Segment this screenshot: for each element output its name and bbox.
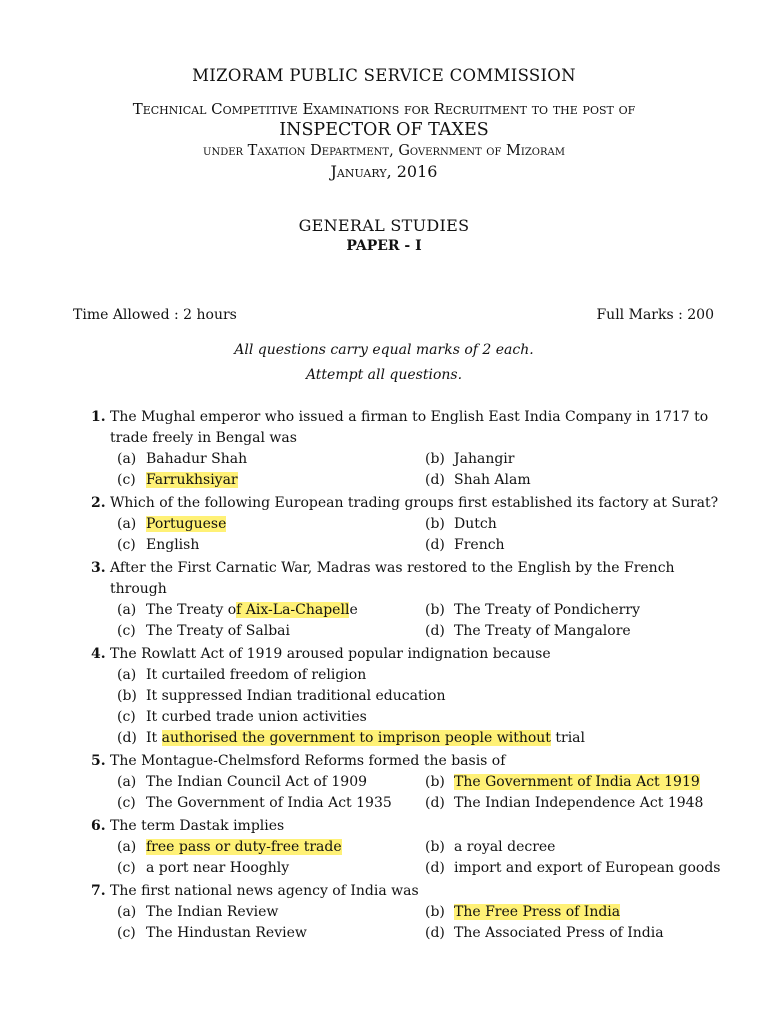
- department-line: under Taxation Department, Government of Mizoram: [203, 143, 565, 159]
- option-label: (a): [117, 516, 137, 532]
- option-list: [117, 449, 733, 491]
- question-text: After the First Carnatic War, Madras was restored to the English by the French through: [110, 560, 675, 597]
- instruction-attempt: Attempt all questions.: [305, 367, 463, 383]
- answer-option: [117, 923, 425, 944]
- option-text: Dutch: [454, 516, 497, 532]
- answer-option: [117, 621, 425, 642]
- question-number: 5.: [91, 753, 106, 769]
- answer-option: [425, 514, 733, 535]
- option-label: (a): [117, 451, 137, 467]
- option-text: [454, 902, 620, 923]
- question-item: [73, 493, 733, 556]
- answer-option: [117, 600, 425, 621]
- highlighted-text: authorised the government to imprison people without: [161, 730, 551, 746]
- option-text: The Indian Independence Act 1948: [454, 795, 704, 811]
- option-row: [117, 535, 733, 556]
- option-text: The Hindustan Review: [146, 925, 307, 941]
- option-text: [454, 772, 700, 793]
- organization-title: MIZORAM PUBLIC SERVICE COMMISSION: [192, 66, 576, 85]
- option-label: (a): [117, 904, 137, 920]
- option-list: [117, 514, 733, 556]
- option-label: (d): [425, 860, 445, 876]
- option-list: [117, 772, 733, 814]
- option-label: (c): [117, 623, 136, 639]
- answer-option: [117, 772, 425, 793]
- option-label: (c): [117, 860, 136, 876]
- option-label: (c): [117, 709, 136, 725]
- option-text: It suppressed Indian traditional education: [146, 688, 446, 704]
- question-item: [73, 751, 733, 814]
- exam-line: Technical Competitive Examinations for Recruitment to the post of: [132, 100, 636, 118]
- option-row: [117, 923, 733, 944]
- question-item: [73, 816, 733, 879]
- option-row: [117, 728, 733, 749]
- option-text: It curbed trade union activities: [146, 709, 367, 725]
- option-row: [117, 600, 733, 621]
- option-label: (c): [117, 537, 136, 553]
- answer-option: [425, 600, 733, 621]
- answer-option: [117, 728, 717, 749]
- option-row: [117, 470, 733, 491]
- question-number: 3.: [91, 560, 106, 576]
- highlighted-text: free pass or duty-free trade: [146, 839, 342, 855]
- option-row: [117, 621, 733, 642]
- option-text: It curtailed freedom of religion: [146, 667, 367, 683]
- option-label: (b): [425, 516, 445, 532]
- question-item: [73, 881, 733, 944]
- question-number: 4.: [91, 646, 106, 662]
- option-text: a port near Hooghly: [146, 860, 290, 876]
- option-label: (d): [425, 795, 445, 811]
- answer-option: [117, 837, 425, 858]
- answer-option: [117, 858, 425, 879]
- answer-option: [425, 772, 733, 793]
- question-text: The first national news agency of India was: [110, 883, 419, 899]
- option-text: The Treaty of Pondicherry: [454, 602, 640, 618]
- option-row: [117, 858, 733, 879]
- option-text: Shah Alam: [454, 472, 531, 488]
- instruction-marks: All questions carry equal marks of 2 each.: [234, 342, 534, 358]
- answer-option: [117, 793, 425, 814]
- option-label: (d): [425, 472, 445, 488]
- option-list: [117, 665, 733, 749]
- answer-option: [425, 470, 733, 491]
- option-label: (a): [117, 667, 137, 683]
- exam-date: January, 2016: [330, 162, 438, 181]
- option-row: [117, 686, 733, 707]
- option-row: [117, 449, 733, 470]
- option-text: The Associated Press of India: [454, 925, 664, 941]
- option-label: (c): [117, 925, 136, 941]
- option-label: (a): [117, 774, 137, 790]
- option-row: [117, 793, 733, 814]
- answer-option: [117, 470, 425, 491]
- option-text: The Treaty of Aix-La-Chapelle: [146, 602, 358, 618]
- answer-option: [117, 707, 717, 728]
- option-label: (b): [425, 904, 445, 920]
- question-text: The Rowlatt Act of 1919 aroused popular indignation because: [110, 646, 551, 662]
- option-text: [146, 470, 238, 491]
- answer-option: [425, 535, 733, 556]
- option-label: (d): [425, 537, 445, 553]
- question-item: [73, 644, 733, 749]
- answer-option: [425, 902, 733, 923]
- time-allowed: Time Allowed : 2 hours: [73, 307, 237, 323]
- option-text: Jahangir: [454, 451, 515, 467]
- option-text: The Treaty of Mangalore: [454, 623, 631, 639]
- question-number: 6.: [91, 818, 106, 834]
- option-text: The Treaty of Salbai: [146, 623, 290, 639]
- answer-option: [117, 665, 717, 686]
- option-row: [117, 837, 733, 858]
- option-row: [117, 707, 733, 728]
- option-label: (d): [117, 730, 137, 746]
- full-marks: Full Marks : 200: [596, 307, 714, 323]
- highlighted-text: f Aix-La-Chapell: [236, 602, 350, 618]
- answer-option: [117, 449, 425, 470]
- question-number: 1.: [91, 409, 106, 425]
- question-text: The Mughal emperor who issued a firman to English East India Company in 1717 to trade freely in Bengal was: [110, 409, 709, 446]
- option-label: (a): [117, 602, 137, 618]
- question-number: 2.: [91, 495, 106, 511]
- option-label: (b): [425, 774, 445, 790]
- question-text: Which of the following European trading groups first established its factory at Surat?: [110, 495, 719, 511]
- option-text: The Indian Council Act of 1909: [146, 774, 368, 790]
- answer-option: [425, 837, 733, 858]
- option-text: English: [146, 537, 200, 553]
- option-label: (b): [425, 839, 445, 855]
- option-text: [146, 514, 226, 535]
- option-label: (b): [425, 602, 445, 618]
- option-text: import and export of European goods: [454, 860, 721, 876]
- option-row: [117, 902, 733, 923]
- option-label: (b): [425, 451, 445, 467]
- option-text: The Government of India Act 1935: [146, 795, 392, 811]
- question-item: [73, 407, 733, 491]
- answer-option: [425, 923, 733, 944]
- answer-option: [117, 514, 425, 535]
- option-label: (d): [425, 623, 445, 639]
- option-list: [117, 837, 733, 879]
- option-label: (c): [117, 795, 136, 811]
- answer-option: [425, 621, 733, 642]
- option-row: [117, 514, 733, 535]
- option-row: [117, 665, 733, 686]
- option-label: (c): [117, 472, 136, 488]
- answer-option: [117, 686, 717, 707]
- option-text: It authorised the government to imprison people without trial: [146, 730, 585, 746]
- post-title: INSPECTOR OF TAXES: [279, 120, 489, 140]
- question-number: 7.: [91, 883, 106, 899]
- answer-option: [425, 858, 733, 879]
- highlighted-text: Farrukhsiyar: [146, 472, 238, 488]
- option-text: a royal decree: [454, 839, 556, 855]
- option-list: [117, 902, 733, 944]
- option-text: Bahadur Shah: [146, 451, 248, 467]
- answer-option: [425, 793, 733, 814]
- option-list: [117, 600, 733, 642]
- answer-option: [425, 449, 733, 470]
- option-label: (a): [117, 839, 137, 855]
- option-text: [146, 837, 342, 858]
- option-label: (b): [117, 688, 137, 704]
- option-row: [117, 772, 733, 793]
- highlighted-text: Portuguese: [146, 516, 227, 532]
- answer-option: [117, 902, 425, 923]
- option-label: (d): [425, 925, 445, 941]
- answer-option: [117, 535, 425, 556]
- option-text: French: [454, 537, 505, 553]
- question-text: The Montague-Chelmsford Reforms formed the basis of: [110, 753, 506, 769]
- question-text: The term Dastak implies: [110, 818, 285, 834]
- option-text: The Indian Review: [146, 904, 279, 920]
- paper-title: PAPER - I: [346, 238, 422, 254]
- highlighted-text: The Free Press of India: [454, 904, 621, 920]
- question-item: [73, 558, 733, 642]
- highlighted-text: The Government of India Act 1919: [454, 774, 700, 790]
- subject-title: GENERAL STUDIES: [298, 216, 470, 235]
- question-list: [73, 407, 733, 946]
